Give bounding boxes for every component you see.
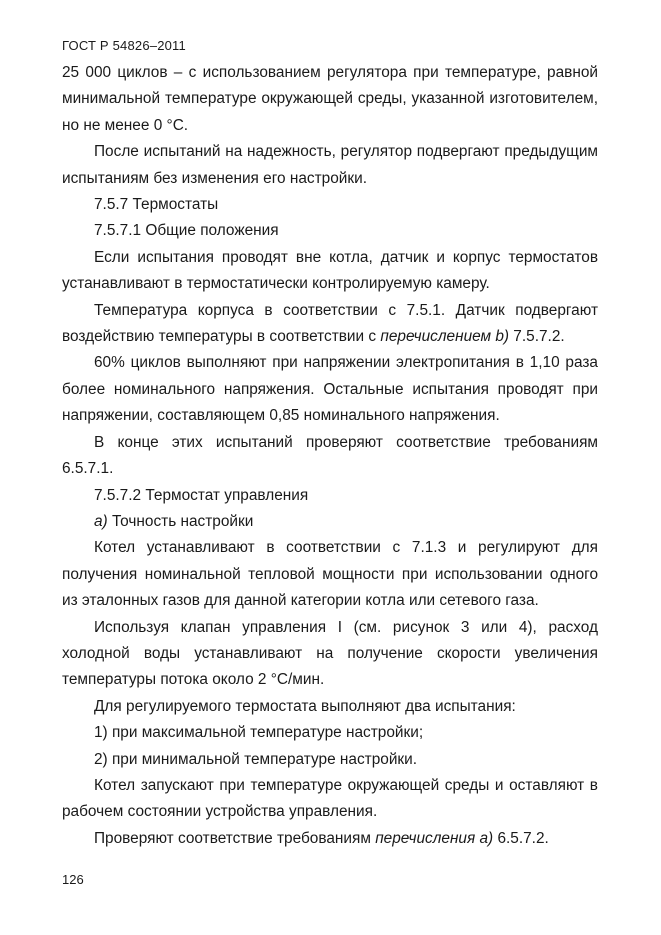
standard-header: ГОСТ Р 54826–2011	[62, 38, 186, 53]
paragraph-boiler-start: Котел запускают при температуре окружающей среды и оставляют в рабочем состоянии устройства управления.	[62, 776, 598, 821]
paragraph-control-valve: Используя клапан управления I (см. рисунок 3 или 4), расход холодной воды устанавливают на получение скорости увеличения температуры потока около 2 °С/мин.	[62, 618, 598, 689]
text-run: Проверяют соответствие требованиям	[94, 829, 376, 847]
list-item-min-setting: 2) при минимальной температуре настройки.	[94, 750, 418, 768]
text-run: Температура корпуса в соответствии с 7.5.1. Датчик подвергают воздействию температуры в соответствии с	[62, 301, 598, 346]
subheading-setting-accuracy	[62, 509, 598, 535]
page-number: 126	[62, 872, 84, 887]
paragraph-check-compliance	[62, 826, 598, 852]
text-run: 7.5.7.2.	[509, 328, 565, 346]
paragraph-end-of-tests: В конце этих испытаний проверяют соответствие требованиям 6.5.7.1.	[62, 433, 598, 478]
italic-reference: перечисления а)	[375, 829, 494, 847]
paragraph-boiler-installation: Котел устанавливают в соответствии с 7.1.3 и регулируют для получения номинальной тепловой мощности при использовании одного из эталонных газов для данной категории котла или сетевого газа.	[62, 539, 598, 610]
body-text	[62, 60, 598, 852]
list-item-max-setting: 1) при максимальной температуре настройки;	[94, 724, 424, 742]
section-heading-control-thermostat: 7.5.7.2 Термостат управления	[94, 486, 309, 504]
paragraph-after-reliability: После испытаний на надежность, регулятор подвергают предыдущим испытаниям без изменения его настройки.	[62, 143, 598, 187]
paragraph-cycles-continuation: 25 000 циклов – с использованием регулятора при температуре, равной минимальной температуре окружающей среды, указанной изготовителем, но не менее 0 °С.	[62, 64, 598, 134]
section-heading-general: 7.5.7.1 Общие положения	[94, 222, 279, 240]
paragraph-body-temperature	[62, 298, 598, 351]
paragraph-voltage-cycles: 60% циклов выполняют при напряжении электропитания в 1,10 раза более номинального напряжения. Остальные испытания проводят при напряжении, составляющем 0,85 номинального напряжения.	[62, 354, 598, 425]
text-run: Точность настройки	[107, 512, 254, 530]
italic-item-marker: а)	[94, 512, 108, 530]
paragraph-outside-boiler: Если испытания проводят вне котла, датчик и корпус термостатов устанавливают в термостатически контролируемую камеру.	[62, 248, 598, 293]
paragraph-two-tests: Для регулируемого термостата выполняют два испытания:	[94, 697, 516, 715]
section-heading-thermostats: 7.5.7 Термостаты	[94, 196, 219, 214]
italic-reference: перечислением b)	[380, 328, 510, 346]
text-run: 6.5.7.2.	[493, 829, 549, 847]
